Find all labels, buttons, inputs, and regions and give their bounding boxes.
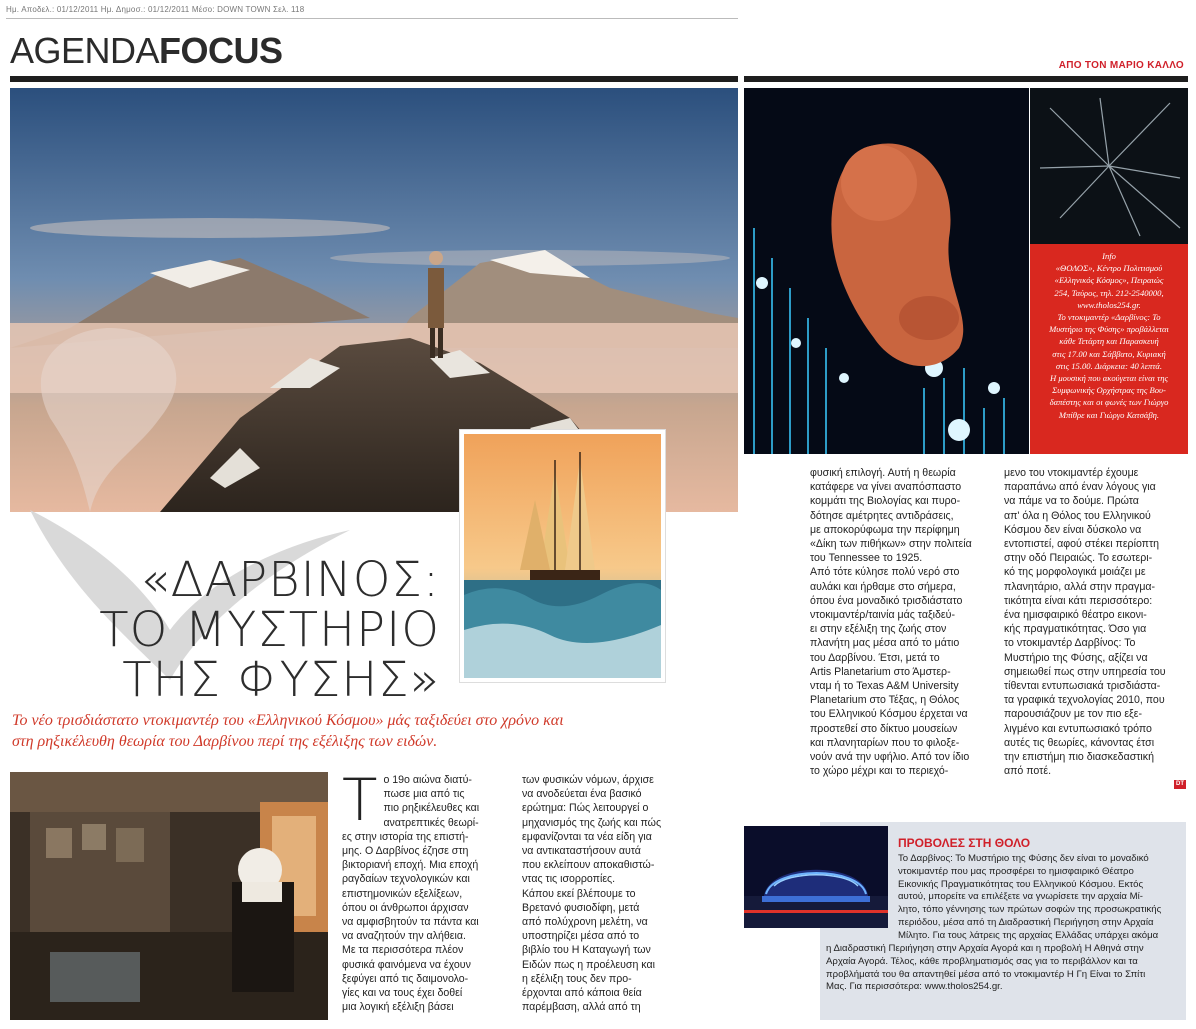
byline: ΑΠΟ ΤΟΝ ΜΑΡΙΟ ΚΑΛΛΟ — [1058, 60, 1184, 71]
body-line: Από τότε κύλησε πολύ νερό στο — [810, 566, 960, 579]
info-line: Info — [1102, 251, 1116, 261]
body-line: τίθενται εντυπωσιακά τρισδιάστα- — [1004, 680, 1161, 693]
body-line: Artis Planetarium στο Άμστερ- — [810, 665, 951, 678]
end-mark: DT — [1176, 781, 1184, 787]
screenings-line: αυτού, μπορείτε να επιλέξετε να γνωρίσετε την αρχαία Μί- — [898, 891, 1143, 903]
body-line: Με τα περισσότερα πλέον — [342, 944, 464, 957]
body-line: βικτοριανή εποχή. Μια εποχή — [342, 859, 479, 872]
info-line: Μπίθρε και Γιώργο Κατσάβη. — [1058, 409, 1160, 420]
body-line: η εξέλιξη τους δεν προ- — [522, 972, 632, 985]
body-line: Κάπου εκεί βλέπουμε το — [522, 887, 636, 900]
body-line: πωσε μια από τις — [383, 788, 465, 801]
body-line: την επιστήμη πιο διασκεδαστική — [1004, 751, 1154, 764]
article-headline — [60, 552, 440, 708]
body-line: στην οδό Πειραιώς. Το εσωτερι- — [1004, 552, 1153, 565]
info-line: Μυστήριο της Φύσης» προβάλλεται — [1049, 324, 1169, 335]
headline-line-1: «ΔΑΡΒΙΝΟΣ: — [140, 552, 440, 608]
body-line: πλανήτη μας μέσα από το μάτιο — [810, 637, 960, 650]
info-line: «Ελληνικός Κόσμος», Πειραιώς — [1054, 275, 1164, 286]
body-line: όπου ένα μοναδικό τρισδιάστατο — [810, 594, 963, 607]
body-line: τα γραφικά τεχνολογίας 2010, που — [1004, 694, 1165, 707]
body-line: ανατρεπτικές θεωρί- — [383, 816, 479, 829]
screenings-line: η Διαδραστική Περιήγηση στην Αρχαία Αγορά και η προβολή Η Αθηνά στην — [826, 943, 1144, 954]
tholos-dome-image — [744, 826, 888, 928]
body-line: ερώτημα: Πώς λειτουργεί ο — [522, 802, 649, 815]
screenings-line: ντοκιμαντέρ που μας προσφέρει το ημισφαιρικό Θέατρο — [898, 865, 1134, 877]
fetus-3d-image — [744, 88, 1029, 454]
info-line: www.tholos254.gr. — [1077, 299, 1141, 310]
section-title-light: AGENDA — [10, 30, 160, 71]
body-line: προστεθεί στο δίκτυο μουσείων — [810, 722, 958, 735]
body-line: και πλανηταρίων που το φιλοξε- — [810, 736, 960, 749]
body-line: από ποτέ. — [1004, 765, 1052, 778]
screenings-line: Αρχαία Αγορά. Τέλος, κάθε προβληματισμός σας για το περιβάλλον και τα — [826, 955, 1138, 967]
article-lede — [12, 710, 652, 752]
body-line: να πάμε να το δούμε. Πρώτα — [1004, 495, 1139, 508]
drop-cap: Τ — [342, 766, 378, 834]
body-line: με αποκορύφωμα την περίφημη — [810, 523, 960, 536]
body-line: το ντοκιμαντέρ Δαρβίνος: Το — [1004, 637, 1136, 650]
info-line: δαπέστης και οι φωνές των Γιώργο — [1049, 397, 1169, 408]
body-line: νταμ ή το Texas A&M University — [810, 680, 959, 693]
body-line: αυλάκι και ήρθαμε στο σήμερα, — [810, 580, 956, 593]
body-line: να αμφισβητούν τα πάντα και — [342, 916, 479, 929]
body-line: κατάφερε να γίνει αναπόσπαστο — [810, 481, 962, 494]
body-line: γίες και να τους έχει δοθεί — [342, 987, 463, 1000]
body-line: τικότητα είναι κάτι περισσότερο: — [1004, 594, 1153, 607]
info-line: στις 17.00 και Σάββατο, Κυριακή — [1052, 348, 1166, 359]
body-line: Κόσμου δεν είναι δύσκολο να — [1004, 523, 1142, 536]
body-line: δότησε αμέτρητες αντιδράσεις, — [810, 509, 954, 522]
body-column-3 — [810, 466, 996, 778]
screenings-title: ΠΡΟΒΟΛΕΣ ΣΤΗ ΘΟΛΟ — [898, 836, 1031, 850]
body-line: μενο του ντοκιμαντέρ έχουμε — [1004, 467, 1139, 479]
body-line: λιγμένο και εντυπωσιακό τρόπο — [1004, 722, 1152, 735]
body-line: «Δίκη των πιθήκων» στην πολιτεία — [810, 538, 972, 551]
body-line: των φυσικών νόμων, άρχισε — [522, 774, 654, 786]
body-line: μης. Ο Δαρβίνος έζησε στη — [342, 845, 469, 858]
body-line: ντας τις ισορροπίες. — [522, 873, 616, 886]
body-line: παρέμβαση, αλλά από τη — [522, 1001, 641, 1014]
info-line: κάθε Τετάρτη και Παρασκευή — [1059, 336, 1159, 347]
darwin-study-image — [10, 772, 328, 1020]
body-line: επιστημονικών εξελίξεων, — [342, 887, 463, 900]
info-line: Το ντοκιμαντέρ «Δαρβίνος: Το — [1057, 312, 1161, 323]
body-line: ένα ημισφαιρικό θέατρο εικονι- — [1004, 609, 1147, 622]
body-line: ντοκιμαντέρ/ταινία μάς ταξιδεύ- — [810, 609, 955, 622]
section-title — [10, 30, 283, 72]
screenings-line: περιόδου, μέσα από τη Διαδραστική Περιήγηση στην Αρχαία — [898, 916, 1154, 928]
info-line: «ΘΟΛΟΣ», Κέντρο Πολιτισμού — [1055, 263, 1163, 274]
body-line: απ' όλα η Θόλος του Ελληνικού — [1004, 509, 1151, 522]
body-column-2 — [522, 773, 694, 1014]
body-line: σημειωθεί πως στην υπηρεσία του — [1004, 665, 1166, 678]
body-line: ες στην ιστορία της επιστή- — [342, 830, 469, 843]
info-line: 254, Ταύρος, τηλ. 212-2540000, — [1054, 287, 1164, 298]
body-line: ο 19ο αιώνα διατύ- — [383, 774, 472, 786]
screenings-line: προβλήματά του θα απαντηθεί μέσα από το ντοκιμαντέρ Η Γη Είναι το Σπίτι — [826, 968, 1146, 980]
screenings-text-bottom — [826, 943, 1184, 994]
info-line: Συμφωνικής Ορχήστρας της Βου- — [1052, 385, 1166, 396]
section-title-bold: FOCUS — [159, 30, 283, 71]
body-column-4 — [1004, 466, 1190, 778]
body-line: υποστηρίζει μέσα από το — [522, 930, 640, 943]
clipping-meta: Ημ. Αποδελ.: 01/12/2011 Ημ. Δημοσ.: 01/12/2011 Μέσο: DOWN TOWN Σελ. 118 — [6, 5, 305, 14]
body-line: φυσικά φαινόμενα να έχουν — [342, 958, 471, 971]
body-line: ξεφύγει από τις δαιμονολο- — [342, 972, 469, 985]
headline-line-3: ΤΗΣ ΦΥΣΗΣ» — [122, 652, 440, 708]
body-line: Planetarium στο Τέξας, η Θόλος — [810, 694, 960, 707]
body-line: πλανητάριο, αλλά στην πραγμα- — [1004, 580, 1156, 593]
body-line: να ανοδεύεται ένα βασικό — [522, 788, 642, 801]
body-line: όπου οι άνθρωποι άρχισαν — [342, 901, 469, 914]
body-line: εμφανίζονται τα νέα είδη για — [522, 830, 652, 843]
body-line: Μυστήριο της Φύσης, αξίζει να — [1004, 651, 1148, 664]
body-line: Βρετανό φυσιοδίφη, μετά — [522, 901, 640, 914]
body-line: να αναζητούν την αλήθεια. — [342, 930, 466, 943]
info-box-lines — [1038, 250, 1180, 421]
body-line: που εκλείπουν αποκαθιστώ- — [522, 859, 655, 872]
body-line: νούν ανά την υφήλιο. Από τον ίδιο — [810, 751, 970, 764]
headline-line-2: ΤΟ ΜΥΣΤΗΡΙΟ — [99, 602, 440, 658]
body-column-1 — [342, 766, 512, 1014]
body-line: βιβλίο του Η Καταγωγή των — [522, 944, 651, 957]
body-line: του Ελληνικού Κόσμου έρχεται να — [810, 708, 968, 721]
body-line: κής πραγματικότητας. Όσο για — [1004, 623, 1147, 636]
lede-line-1: Το νέο τρισδιάστατο ντοκιμαντέρ του «Ελληνικού Κόσμου» μάς ταξιδεύει στο χρόνο και — [12, 712, 564, 729]
body-line: έρχονται από κάποια θεία — [522, 987, 642, 1000]
body-line: κομμάτι της Βιολογίας και πυρο- — [810, 495, 961, 508]
screenings-line: Μίλητο. Για τους λάτρεις της αρχαίας Ελλάδας υπάρχει ακόμα — [898, 929, 1159, 941]
body-line: παραπάνω από έναν λόγους για — [1004, 481, 1156, 494]
screenings-text-bottom-lines — [826, 943, 1184, 994]
body-line: από πολύχρονη μελέτη, να — [522, 916, 648, 929]
body-line: ει στην εξέλιξη της ζωής στον — [810, 623, 947, 636]
column-3-lines — [810, 466, 996, 778]
screenings-line: λητο, τόπο γέννησης των πρώτων σοφών της προσωκρατικής — [898, 904, 1162, 916]
column-4-lines — [1004, 466, 1190, 778]
body-line: του Δαρβίνου. Έτσι, μετά το — [810, 651, 940, 664]
info-line: Η μουσική που ακούγεται είναι της — [1049, 373, 1168, 384]
body-line: αυτές τις θεωρίες, κάνοντας έτσι — [1004, 736, 1155, 749]
body-line: Ειδών πως η προέλευση και — [522, 958, 655, 971]
body-line: πιο ρηξικέλευθες και — [383, 802, 480, 815]
info-line: στις 15.00. Διάρκεια: 40 λεπτά. — [1055, 360, 1163, 371]
column-2-lines — [522, 773, 694, 1014]
body-line: παρουσιάζουν με τον πιο εξε- — [1004, 708, 1143, 721]
screenings-text-top-lines — [898, 853, 1184, 943]
body-line: κό της μορφολογικά μοιάζει με — [1004, 566, 1146, 579]
info-box — [1030, 244, 1188, 454]
lede-line-2: στη ρηξικέλευθη θεωρία του Δαρβίνου περί της εξέλιξης των ειδών. — [12, 733, 438, 750]
body-line: το χώρο μέχρι και το περιεχό- — [810, 765, 949, 778]
body-line: εντοπιστεί, αφού στέκει περίοπτη — [1004, 538, 1160, 551]
body-line: μια λογική εξέλιξη βάσει — [342, 1001, 454, 1014]
starfield-image — [1030, 88, 1188, 244]
body-line: φυσική επιλογή. Αυτή η θεωρία — [810, 467, 956, 479]
body-line: μηχανισμός της ζωής και πώς — [522, 816, 662, 829]
ship-inset-image — [460, 430, 665, 682]
section-rule-left — [10, 76, 738, 82]
meta-divider — [6, 18, 738, 19]
screenings-line: Μας. Για περισσότερα: www.tholos254.gr. — [826, 981, 1003, 993]
screenings-line: Το Δαρβίνος: Το Μυστήριο της Φύσης δεν είναι το μοναδικό — [898, 853, 1149, 864]
body-line: να αντικαταστήσουν αυτά — [522, 845, 641, 858]
body-line: του Tennessee το 1925. — [810, 552, 923, 565]
screenings-text-top — [898, 853, 1184, 943]
body-line: ραγδαίων τεχνολογικών και — [342, 873, 470, 886]
section-rule-right — [744, 76, 1188, 82]
screenings-line: Εικονικής Πραγματικότητας του Ελληνικού Κόσμου. Εκτός — [898, 878, 1144, 890]
